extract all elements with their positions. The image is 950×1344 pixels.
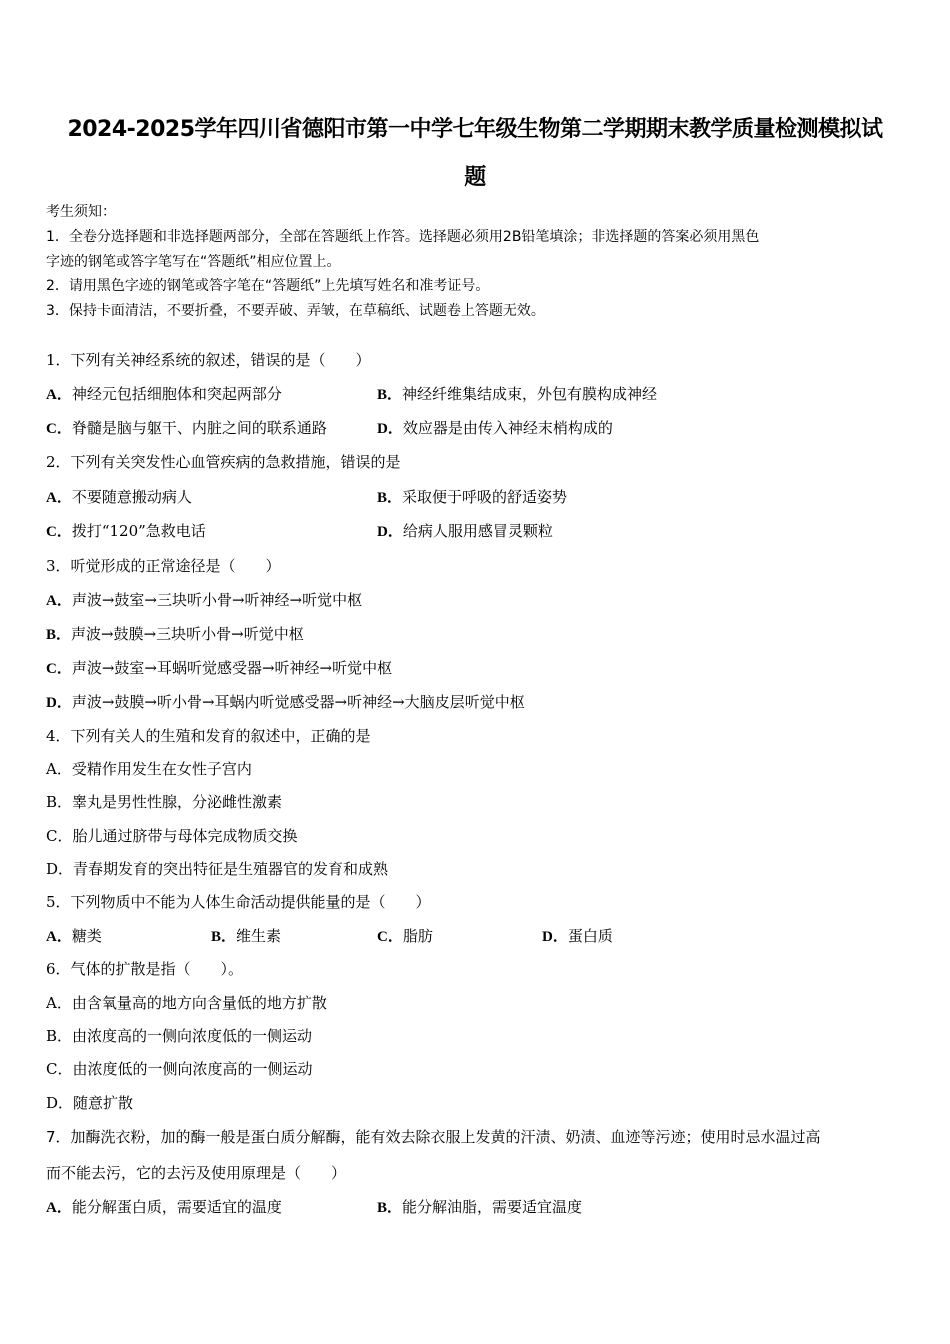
option-text: 糖类	[71, 927, 102, 945]
option-label: A．	[46, 929, 72, 945]
option-b	[46, 624, 304, 645]
question-stem: 7．加酶洗衣粉，加的酶一般是蛋白质分解酶，能有效去除衣服上发黄的汗渍、奶渍、血迹等污迹；使用时忌水温过高	[46, 1128, 821, 1146]
option-label: B．	[377, 1200, 403, 1216]
option-text: 给病人服用感冒灵颗粒	[402, 522, 553, 540]
option-d	[46, 692, 525, 713]
option-b	[377, 1197, 582, 1218]
option-d	[542, 926, 613, 947]
option-text: 不要随意搬动病人	[71, 488, 192, 506]
option-d	[377, 521, 553, 542]
option-a	[46, 1197, 282, 1218]
option-label: A．	[46, 593, 72, 609]
option-label: D．	[46, 860, 74, 878]
option-text: 由浓度高的一侧向浓度低的一侧运动	[72, 1027, 313, 1045]
option-d	[377, 418, 613, 439]
option-c	[46, 1059, 313, 1079]
page-title: 2024-2025学年四川省德阳市第一中学七年级生物第二学期期末教学质量检测模拟试	[67, 117, 883, 142]
option-label: B．	[46, 627, 72, 643]
question-stem: 2．下列有关突发性心血管疾病的急救措施，错误的是	[46, 453, 401, 471]
question-stem: 3．听觉形成的正常途径是（ ）	[46, 557, 281, 575]
notice-heading: 考生须知：	[46, 204, 116, 220]
option-text: 脂肪	[402, 927, 433, 945]
option-b	[46, 792, 282, 812]
notice-item-3: 3．保持卡面清洁，不要折叠，不要弄破、弄皱，在草稿纸、试题卷上答题无效。	[46, 303, 545, 319]
option-b	[377, 487, 567, 508]
question-stem: 4．下列有关人的生殖和发育的叙述中，正确的是	[46, 727, 371, 745]
option-c	[377, 926, 433, 947]
option-label: D．	[542, 929, 568, 945]
option-text: 声波→鼓室→三块听小骨→听神经→听觉中枢	[71, 591, 363, 609]
option-label: C．	[377, 929, 403, 945]
option-b	[211, 926, 281, 947]
option-text: 随意扩散	[73, 1094, 134, 1112]
option-c	[46, 521, 206, 542]
option-b	[46, 1026, 312, 1046]
option-label: C．	[46, 827, 73, 845]
option-text: 胎儿通过脐带与母体完成物质交换	[72, 827, 298, 845]
option-label: D．	[46, 695, 72, 711]
option-label: C．	[46, 661, 72, 677]
notice-item-1-cont: 字迹的钢笔或答字笔写在“答题纸”相应位置上。	[46, 254, 341, 270]
option-label: D．	[377, 421, 403, 437]
option-label: B．	[377, 387, 403, 403]
question-stem: 1．下列有关神经系统的叙述，错误的是（ ）	[46, 351, 371, 369]
option-label: B．	[377, 490, 403, 506]
option-text: 效应器是由传入神经末梢构成的	[402, 419, 613, 437]
option-text: 能分解油脂，需要适宜温度	[402, 1198, 583, 1216]
option-label: A．	[46, 1200, 72, 1216]
option-text: 神经纤维集结成束，外包有膜构成神经	[402, 385, 658, 403]
option-label: D．	[46, 1094, 74, 1112]
option-c	[46, 826, 298, 846]
option-label: A．	[46, 994, 72, 1012]
option-label: C．	[46, 524, 72, 540]
option-label: C．	[46, 421, 72, 437]
option-label: A．	[46, 387, 72, 403]
option-label: B．	[211, 929, 237, 945]
option-a	[46, 590, 362, 611]
question-stem-cont: 而不能去污，它的去污及使用原理是（ ）	[46, 1164, 347, 1182]
page-title-continued: 题	[464, 165, 486, 190]
option-text: 蛋白质	[567, 927, 613, 945]
option-text: 声波→鼓膜→听小骨→耳蜗内听觉感受器→听神经→大脑皮层听觉中枢	[71, 693, 525, 711]
notice-item-1: 1．全卷分选择题和非选择题两部分，全部在答题纸上作答。选择题必须用2B铅笔填涂；非选择题的答案必须用黑色	[46, 229, 760, 245]
option-text: 能分解蛋白质，需要适宜的温度	[71, 1198, 282, 1216]
question-stem: 5．下列物质中不能为人体生命活动提供能量的是（ ）	[46, 893, 431, 911]
option-d	[46, 1093, 133, 1113]
option-b	[377, 384, 657, 405]
option-text: 维生素	[236, 927, 282, 945]
option-d	[46, 859, 388, 879]
option-a	[46, 384, 282, 405]
option-a	[46, 487, 192, 508]
option-text: 青春期发育的突出特征是生殖器官的发育和成熟	[73, 860, 389, 878]
option-text: 拨打“120”急救电话	[71, 522, 206, 540]
option-label: B．	[46, 1027, 73, 1045]
option-label: B．	[46, 793, 73, 811]
option-label: A．	[46, 490, 72, 506]
option-label: A．	[46, 760, 72, 778]
option-text: 由浓度低的一侧向浓度高的一侧运动	[72, 1060, 313, 1078]
option-c	[46, 418, 327, 439]
option-text: 受精作用发生在女性子宫内	[71, 760, 252, 778]
option-text: 声波→鼓膜→三块听小骨→听觉中枢	[71, 625, 304, 643]
option-label: C．	[46, 1060, 73, 1078]
option-text: 声波→鼓室→耳蜗听觉感受器→听神经→听觉中枢	[71, 659, 393, 677]
option-text: 采取便于呼吸的舒适姿势	[402, 488, 568, 506]
option-text: 脊髓是脑与躯干、内脏之间的联系通路	[71, 419, 327, 437]
notice-item-2: 2．请用黑色字迹的钢笔或答字笔在“答题纸”上先填写姓名和准考证号。	[46, 278, 490, 294]
question-stem: 6．气体的扩散是指（ ）。	[46, 960, 244, 978]
option-text: 由含氧量高的地方向含量低的地方扩散	[71, 994, 327, 1012]
option-a	[46, 759, 252, 779]
option-a	[46, 926, 102, 947]
option-label: D．	[377, 524, 403, 540]
option-a	[46, 993, 327, 1013]
option-c	[46, 658, 392, 679]
option-text: 神经元包括细胞体和突起两部分	[71, 385, 282, 403]
option-text: 睾丸是男性性腺，分泌雌性激素	[72, 793, 283, 811]
